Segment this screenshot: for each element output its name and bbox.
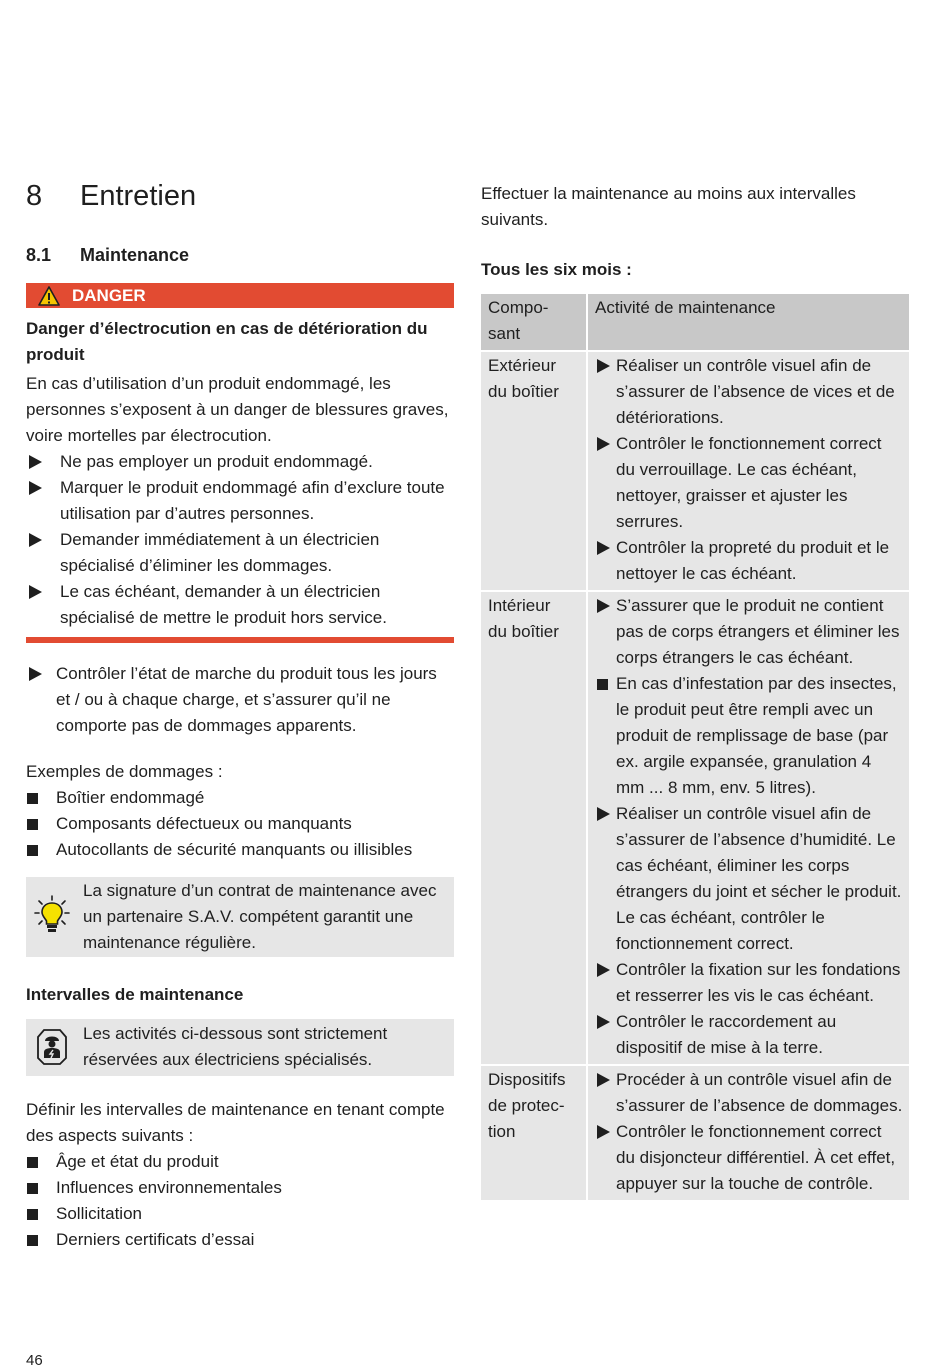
list-item — [26, 811, 454, 837]
intervals-heading: Intervalles de maintenance — [26, 985, 244, 1004]
step-arrow-icon — [29, 533, 42, 547]
danger-label: DANGER — [72, 285, 146, 305]
table-header-component: Compo- sant — [481, 294, 587, 351]
intervals-intro: Définir les intervalles de maintenance en tenant compte des aspects suivants : — [26, 1100, 445, 1145]
electrician-note — [26, 1019, 454, 1076]
tip-text: La signature d’un contrat de maintenance avec un partenaire S.A.V. compétent garantit une maintenance régulière. — [83, 881, 437, 952]
chapter-number: 8 — [26, 180, 43, 212]
examples-intro: Exemples de dommages : — [26, 762, 223, 781]
activity-text: Procéder à un contrôle visuel afin de s’assurer de l’absence de dommages. — [616, 1070, 903, 1115]
activity-item — [595, 957, 903, 1009]
table-header-row — [481, 294, 909, 351]
maintenance-intro: Effectuer la maintenance au moins aux intervalles suivants. — [481, 184, 856, 229]
component-cell: Extérieur du boîtier — [481, 351, 587, 591]
activity-text: En cas d’infestation par des insectes, le produit peut être rempli avec un produit de remplissage de base (par ex. argile expansée, granulation 4 mm ... 8 mm, env. 5 litres). — [616, 674, 897, 797]
bullet-icon — [27, 1235, 38, 1246]
activity-item — [595, 1119, 903, 1197]
step-arrow-icon — [597, 1015, 610, 1029]
step-arrow-icon — [597, 541, 610, 555]
tip-box — [26, 877, 454, 957]
table-row — [481, 351, 909, 591]
step-text: Le cas échéant, demander à un électricien spécialisé de mettre le produit hors service. — [60, 582, 387, 627]
component-cell: Dispositifs de protec- tion — [481, 1065, 587, 1201]
step-arrow-icon — [597, 599, 610, 613]
step-text: Ne pas employer un produit endommagé. — [60, 452, 373, 471]
activity-text: S’assurer que le produit ne contient pas de corps étrangers et éliminer les corps étrangers le cas échéant. — [616, 596, 900, 667]
bullet-icon — [27, 1157, 38, 1168]
examples — [26, 759, 454, 863]
table-header-activity: Activité de maintenance — [587, 294, 909, 351]
list-item — [26, 579, 454, 631]
bullet-icon — [27, 819, 38, 830]
warning-triangle-icon — [38, 286, 60, 306]
chapter-title: Entretien — [80, 180, 197, 212]
activity-item — [595, 431, 903, 535]
table-row — [481, 1065, 909, 1201]
list-item — [26, 449, 454, 475]
activity-text: Contrôler le raccordement au dispositif de mise à la terre. — [616, 1012, 837, 1057]
step-arrow-icon — [597, 359, 610, 373]
list-item — [26, 661, 454, 739]
note-text: Les activités ci-dessous sont strictement réservées aux électriciens spécialisés. — [83, 1024, 388, 1069]
period-heading: Tous les six mois : — [481, 260, 632, 279]
page-number: 46 — [26, 1352, 43, 1369]
list-item — [26, 1175, 454, 1201]
step-arrow-icon — [597, 963, 610, 977]
step-arrow-icon — [597, 437, 610, 451]
component-cell: Intérieur du boîtier — [481, 591, 587, 1065]
activity-item — [595, 593, 903, 671]
activity-text: Réaliser un contrôle visuel afin de s’assurer de l’absence de vices et de détériorations. — [616, 356, 895, 427]
step-arrow-icon — [29, 481, 42, 495]
activity-text: Contrôler le fonctionnement correct du disjoncteur différentiel. À cet effet, appuyer sur la touche de contrôle. — [616, 1122, 896, 1193]
bullet-icon — [27, 845, 38, 856]
danger-banner — [26, 283, 454, 308]
bullet-text: Âge et état du produit — [56, 1152, 219, 1171]
activity-text: Contrôler la propreté du produit et le nettoyer le cas échéant. — [616, 538, 890, 583]
activity-item — [595, 535, 903, 587]
lightbulb-icon — [34, 895, 70, 935]
list-item — [26, 1227, 454, 1253]
danger-body: En cas d’utilisation d’un produit endommagé, les personnes s’exposent à un danger de blessures graves, voire mortelles par électrocution. — [26, 374, 449, 445]
activity-text: Contrôler le fonctionnement correct du verrouillage. Le cas échéant, nettoyer, graisser et ajuster les serrures. — [616, 434, 882, 531]
electrician-icon — [34, 1027, 70, 1067]
activity-item — [595, 671, 903, 801]
section-heading — [26, 245, 189, 266]
section-title: Maintenance — [80, 245, 190, 265]
maintenance-table — [481, 294, 909, 1202]
step-text: Marquer le produit endommagé afin d’exclure toute utilisation par d’autres personnes. — [60, 478, 445, 523]
bullet-icon — [27, 1209, 38, 1220]
activity-item — [595, 1009, 903, 1061]
activity-item — [595, 1067, 903, 1119]
table-row — [481, 591, 909, 1065]
check-step — [26, 661, 454, 739]
bullet-icon — [27, 793, 38, 804]
step-text: Contrôler l’état de marche du produit tous les jours et / ou à chaque charge, et s’assurer qu’il ne comporte pas de dommages apparents. — [56, 664, 437, 735]
bullet-icon — [597, 679, 608, 690]
activity-text: Contrôler la fixation sur les fondations et resserrer les vis le cas échéant. — [616, 960, 901, 1005]
step-arrow-icon — [29, 667, 42, 681]
bullet-text: Influences environnementales — [56, 1178, 282, 1197]
chapter-heading — [26, 180, 196, 213]
step-arrow-icon — [29, 455, 42, 469]
danger-steps — [26, 449, 454, 631]
list-item — [26, 475, 454, 527]
danger-title: Danger d’électrocution en cas de détérioration du produit — [26, 319, 428, 364]
list-item — [26, 1149, 454, 1175]
activity-text: Réaliser un contrôle visuel afin de s’assurer de l’absence d’humidité. Le cas échéant, éliminer les corps étrangers du joint et sécher le produit. Le cas échéant, contrôler le fonctionnement correct. — [616, 804, 902, 953]
step-text: Demander immédiatement à un électricien spécialisé d’éliminer les dommages. — [60, 530, 380, 575]
activity-cell — [587, 591, 909, 1065]
bullet-text: Composants défectueux ou manquants — [56, 814, 352, 833]
section-number: 8.1 — [26, 245, 52, 265]
bullet-text: Autocollants de sécurité manquants ou illisibles — [56, 840, 413, 859]
step-arrow-icon — [597, 807, 610, 821]
list-item — [26, 837, 454, 863]
bullet-text: Boîtier endommagé — [56, 788, 205, 807]
bullet-text: Derniers certificats d’essai — [56, 1230, 255, 1249]
step-arrow-icon — [597, 1073, 610, 1087]
list-item — [26, 527, 454, 579]
list-item — [26, 1201, 454, 1227]
step-arrow-icon — [597, 1125, 610, 1139]
danger-end-rule — [26, 637, 454, 643]
bullet-text: Sollicitation — [56, 1204, 142, 1223]
bullet-icon — [27, 1183, 38, 1194]
activity-item — [595, 353, 903, 431]
activity-cell — [587, 351, 909, 591]
list-item — [26, 785, 454, 811]
activity-item — [595, 801, 903, 957]
activity-cell — [587, 1065, 909, 1201]
step-arrow-icon — [29, 585, 42, 599]
intervals-definition — [26, 1097, 454, 1253]
